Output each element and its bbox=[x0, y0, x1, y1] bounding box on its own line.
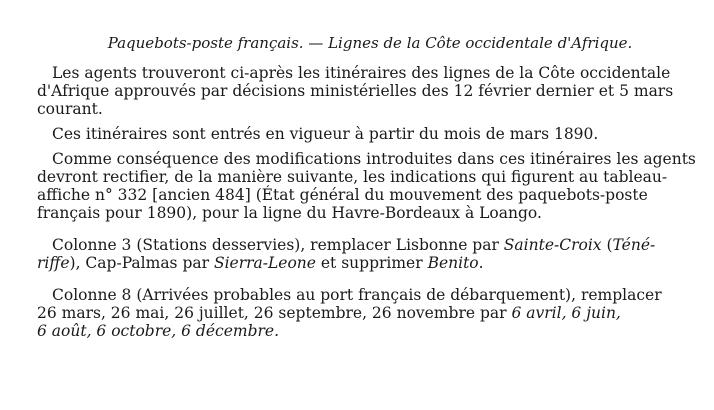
text-line bbox=[37, 304, 694, 322]
text-run: ( bbox=[601, 236, 613, 254]
station-name: Téné- bbox=[612, 236, 656, 254]
station-name: Sierra-Leone bbox=[213, 254, 316, 272]
text-line bbox=[37, 254, 694, 272]
text-line bbox=[52, 236, 694, 254]
station-name: riffe bbox=[37, 254, 70, 272]
text-line: devront rectifier, de la manière suivante, les indications qui figurent au tableau- bbox=[37, 168, 668, 186]
new-dates: 6 avril, 6 juin, bbox=[511, 304, 621, 322]
text-run: et supprimer bbox=[315, 254, 428, 272]
text-run: ), Cap-Palmas par bbox=[69, 254, 214, 272]
text-line: courant. bbox=[37, 100, 103, 118]
paragraph-colonne-8 bbox=[37, 286, 694, 340]
text-line: Ces itinéraires sont entrés en vigueur à partir du mois de mars 1890. bbox=[52, 125, 599, 143]
text-line: Colonne 8 (Arrivées probables au port français de débarquement), remplacer bbox=[52, 286, 662, 304]
paragraph-effective-date bbox=[52, 125, 694, 143]
text-line: affiche n° 332 [ancien 484] (État général du mouvement des paquebots-poste bbox=[37, 186, 648, 204]
text-run: 26 mars, 26 mai, 26 juillet, 26 septembre, 26 novembre par bbox=[37, 304, 512, 322]
text-line bbox=[37, 322, 694, 340]
text-run: Colonne 3 (Stations desservies), remplacer Lisbonne par bbox=[52, 236, 504, 254]
paragraph-modifications bbox=[37, 150, 696, 222]
text-run: . bbox=[478, 254, 484, 272]
page-title: Paquebots-poste français. — Lignes de la Côte occidentale d'Afrique. bbox=[107, 34, 633, 52]
station-name: Sainte-Croix bbox=[503, 236, 602, 254]
text-line: Les agents trouveront ci-après les itinéraires des lignes de la Côte occidentale bbox=[52, 64, 671, 82]
paragraph-colonne-3 bbox=[37, 236, 694, 272]
new-dates: 6 août, 6 octobre, 6 décembre. bbox=[37, 322, 280, 340]
text-line: d'Afrique approuvés par décisions ministérielles des 12 février dernier et 5 mars bbox=[37, 82, 674, 100]
paragraph-itineraries bbox=[37, 64, 694, 118]
text-line: Comme conséquence des modifications introduites dans ces itinéraires les agents bbox=[52, 150, 696, 168]
text-line: français pour 1890), pour la ligne du Havre-Bordeaux à Loango. bbox=[37, 204, 542, 222]
station-name: Benito bbox=[427, 254, 479, 272]
